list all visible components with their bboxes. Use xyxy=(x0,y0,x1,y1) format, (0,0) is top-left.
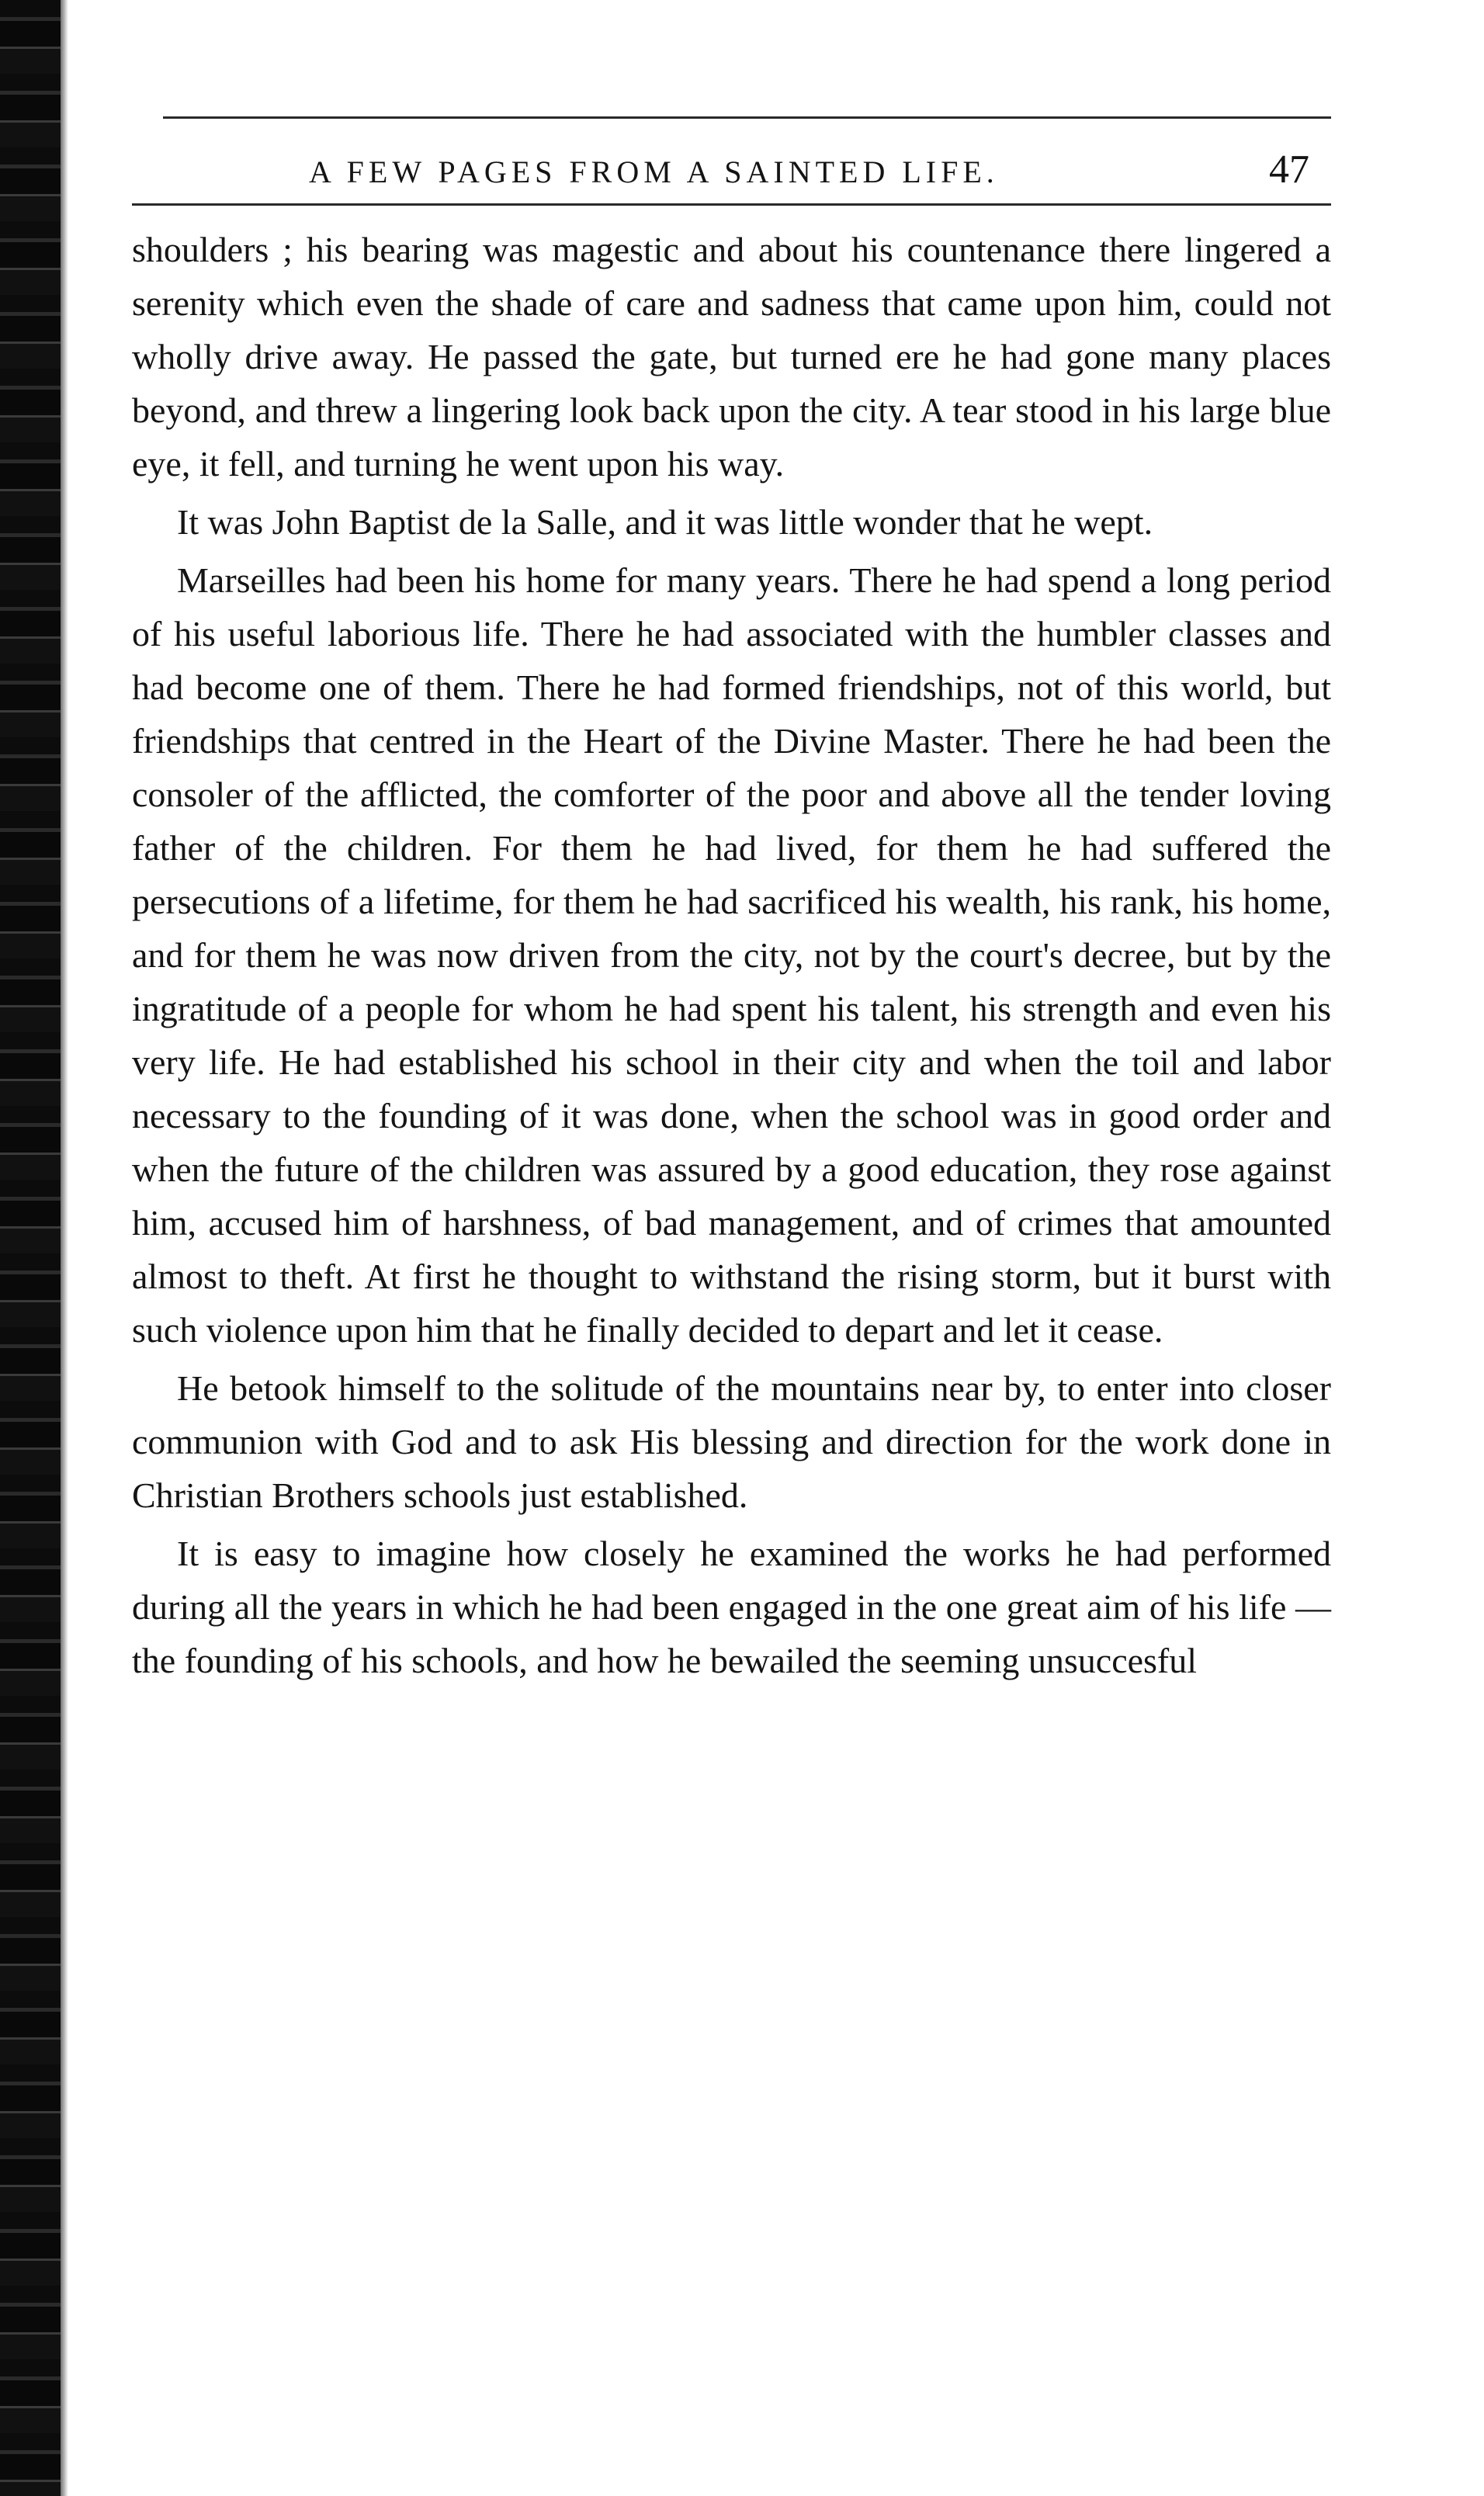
paragraph-2: It was John Baptist de la Salle, and it was little wonder that he wept. xyxy=(177,502,1153,542)
header-rule-bottom xyxy=(132,203,1331,206)
paragraph-5: It is easy to imagine how closely he examined the works he had performed during all the years in which he had been engaged in the one great aim of his life — the founding of his schools, and how he bewailed the seeming unsuccesful xyxy=(132,1534,1331,1680)
paragraph-3: Marseilles had been his home for many years. There he had spend a long period of his useful laborious life. There he had associated with the humbler classes and had become one of them. There he had formed friendships, not of this world, but friendships that centred in the Heart of the Divine Master. There he had been the consoler of the afflicted, the comforter of the poor and above all the tender loving father of the children. For them he had lived, for them he had suffered the persecutions of a lifetime, for them he had sacrificed his wealth, his rank, his home, and for them he was now driven from the city, not by the court's decree, but by the ingratitude of a people for whom he had spent his talent, his strength and even his very life. He had established his school in their city and when the toil and labor necessary to the founding of it was done, when the school was in good order and when the future of the children was assured by a good education, they rose against him, accused him of harshness, of bad management, and of crimes that amounted almost to theft. At first he thought to withstand the rising storm, but it burst with such violence upon him that he finally decided to depart and let it cease. xyxy=(132,560,1331,1350)
page-number: 47 xyxy=(1269,147,1309,192)
running-header xyxy=(132,119,1331,203)
body-text xyxy=(132,223,1331,1687)
paragraph-4: He betook himself to the solitude of the mountains near by, to enter into closer communion with God and to ask His blessing and direction for the work done in Christian Brothers schools just established. xyxy=(132,1368,1331,1515)
paragraph-1: shoulders ; his bearing was magestic and about his countenance there lingered a serenity which even the shade of care and sadness that came upon him, could not wholly drive away. He passed the gate, but turned ere he had gone many places beyond, and threw a lingering look back upon the city. A tear stood in his large blue eye, it fell, and turning he went upon his way. xyxy=(132,230,1331,484)
running-title: A FEW PAGES FROM A SAINTED LIFE. xyxy=(309,154,999,189)
book-page xyxy=(132,116,1331,1687)
scan-binding-edge xyxy=(0,0,61,2496)
